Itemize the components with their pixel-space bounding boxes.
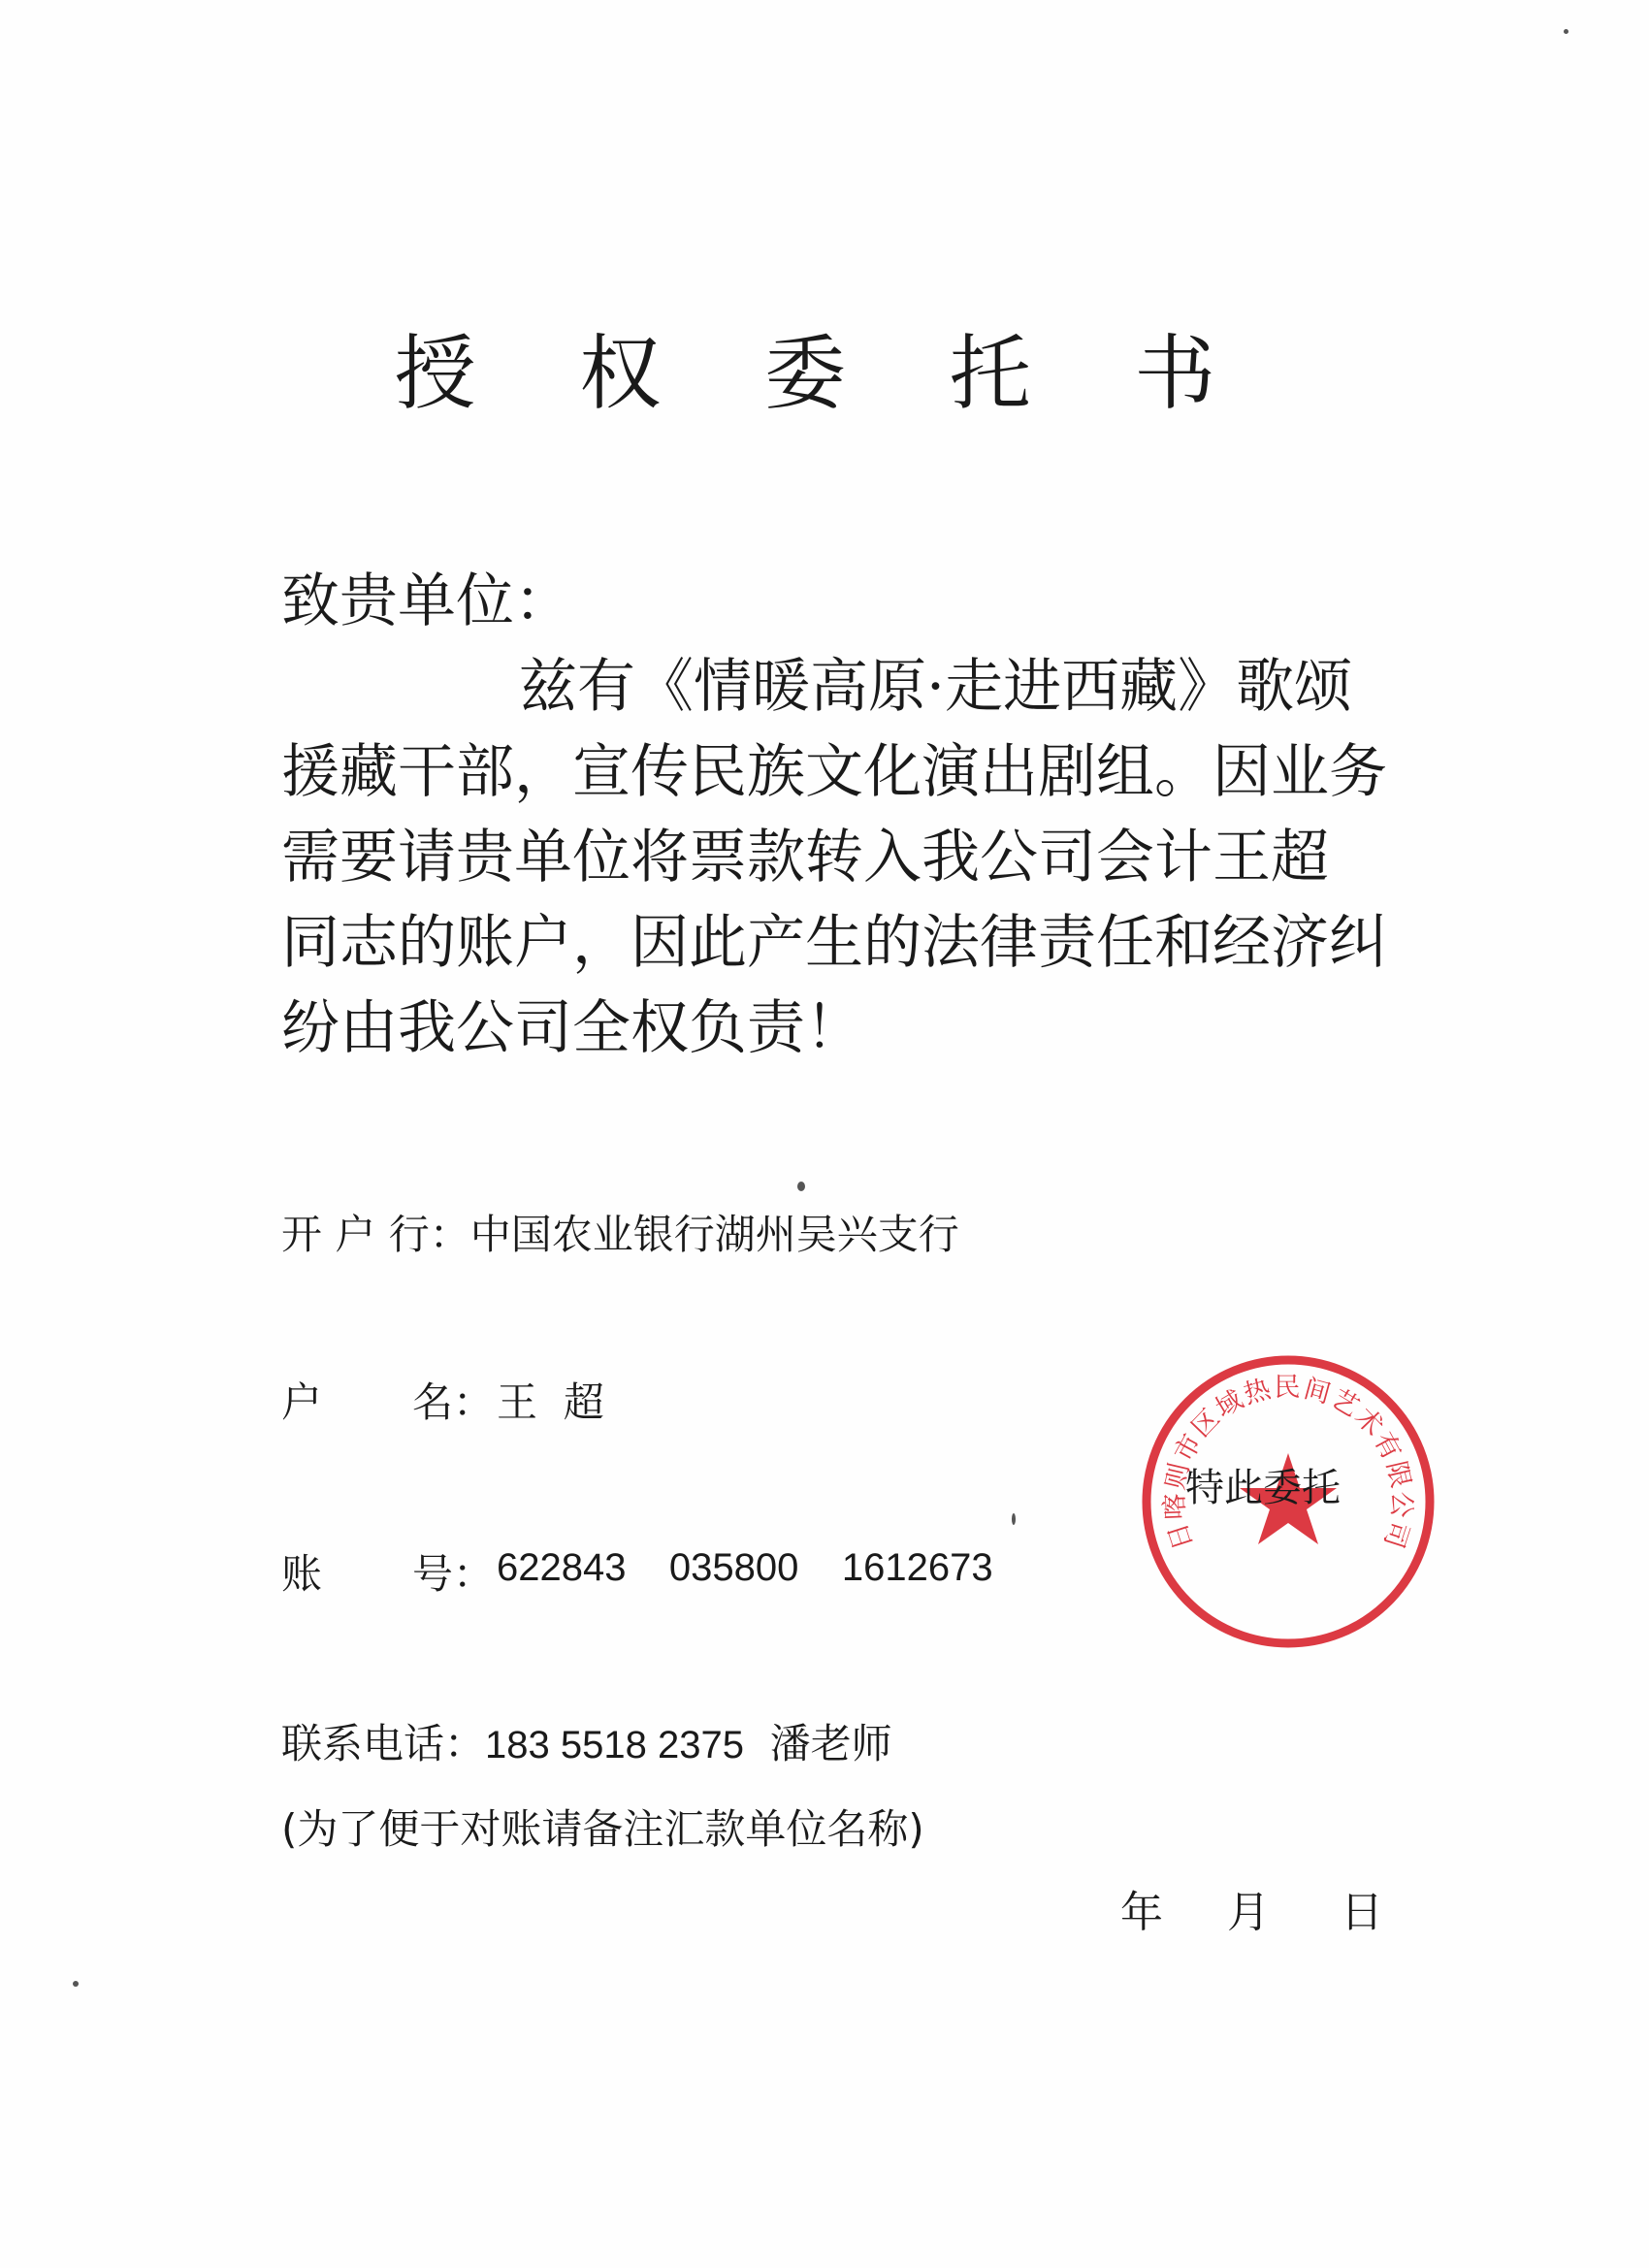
account-number-label-b: 号： — [412, 1550, 495, 1598]
account-number-label-a: 账 — [281, 1550, 323, 1598]
phone-row — [281, 1712, 892, 1770]
account-name-label-b: 名： — [412, 1378, 495, 1426]
bank-row — [281, 1203, 959, 1261]
body-line-4: 同志的账户，因此产生的法律责任和经济纠 — [281, 909, 1387, 977]
document-title: 授 权 委 托 书 — [394, 326, 1255, 421]
scan-speck — [73, 1981, 79, 1987]
account-name-row — [281, 1371, 863, 1429]
account-number-row — [281, 1542, 1057, 1601]
bank-value: 中国农业银行湖州吴兴支行 — [469, 1211, 959, 1258]
remittance-note: (为了便于对账请备注汇款单位名称) — [281, 1805, 924, 1853]
account-name-value: 王 超 — [497, 1378, 604, 1426]
phone-contact: 潘老师 — [769, 1720, 892, 1767]
body-line-3: 需要请贵单位将票款转入我公司会计王超 — [281, 824, 1329, 891]
body-line-1: 兹有《情暖高原·走进西藏》歌颂 — [519, 653, 1353, 721]
phone-label: 联系电话： — [281, 1720, 486, 1767]
date-day: 日 — [1341, 1888, 1383, 1937]
body-line-5: 纷由我公司全权负责！ — [281, 994, 863, 1062]
account-name-label-a: 户 — [281, 1378, 323, 1426]
salutation: 致贵单位： — [281, 567, 572, 635]
seal-text: 日喀则市区域热民间艺术有限公司 — [1159, 1373, 1417, 1554]
date-month: 月 — [1227, 1888, 1270, 1937]
bank-label: 开 户 行： — [281, 1211, 470, 1258]
scan-speck — [797, 1182, 805, 1191]
body-line-2: 援藏干部，宣传民族文化演出剧组。因业务 — [281, 738, 1387, 806]
closing-text: 特此委托 — [1185, 1466, 1341, 1510]
scan-speck — [1012, 1513, 1016, 1525]
account-number-value: 622843 035800 1612673 — [497, 1546, 993, 1589]
date-year: 年 — [1120, 1888, 1163, 1937]
phone-value: 183 5518 2375 — [485, 1724, 744, 1766]
scan-speck — [1564, 29, 1568, 34]
